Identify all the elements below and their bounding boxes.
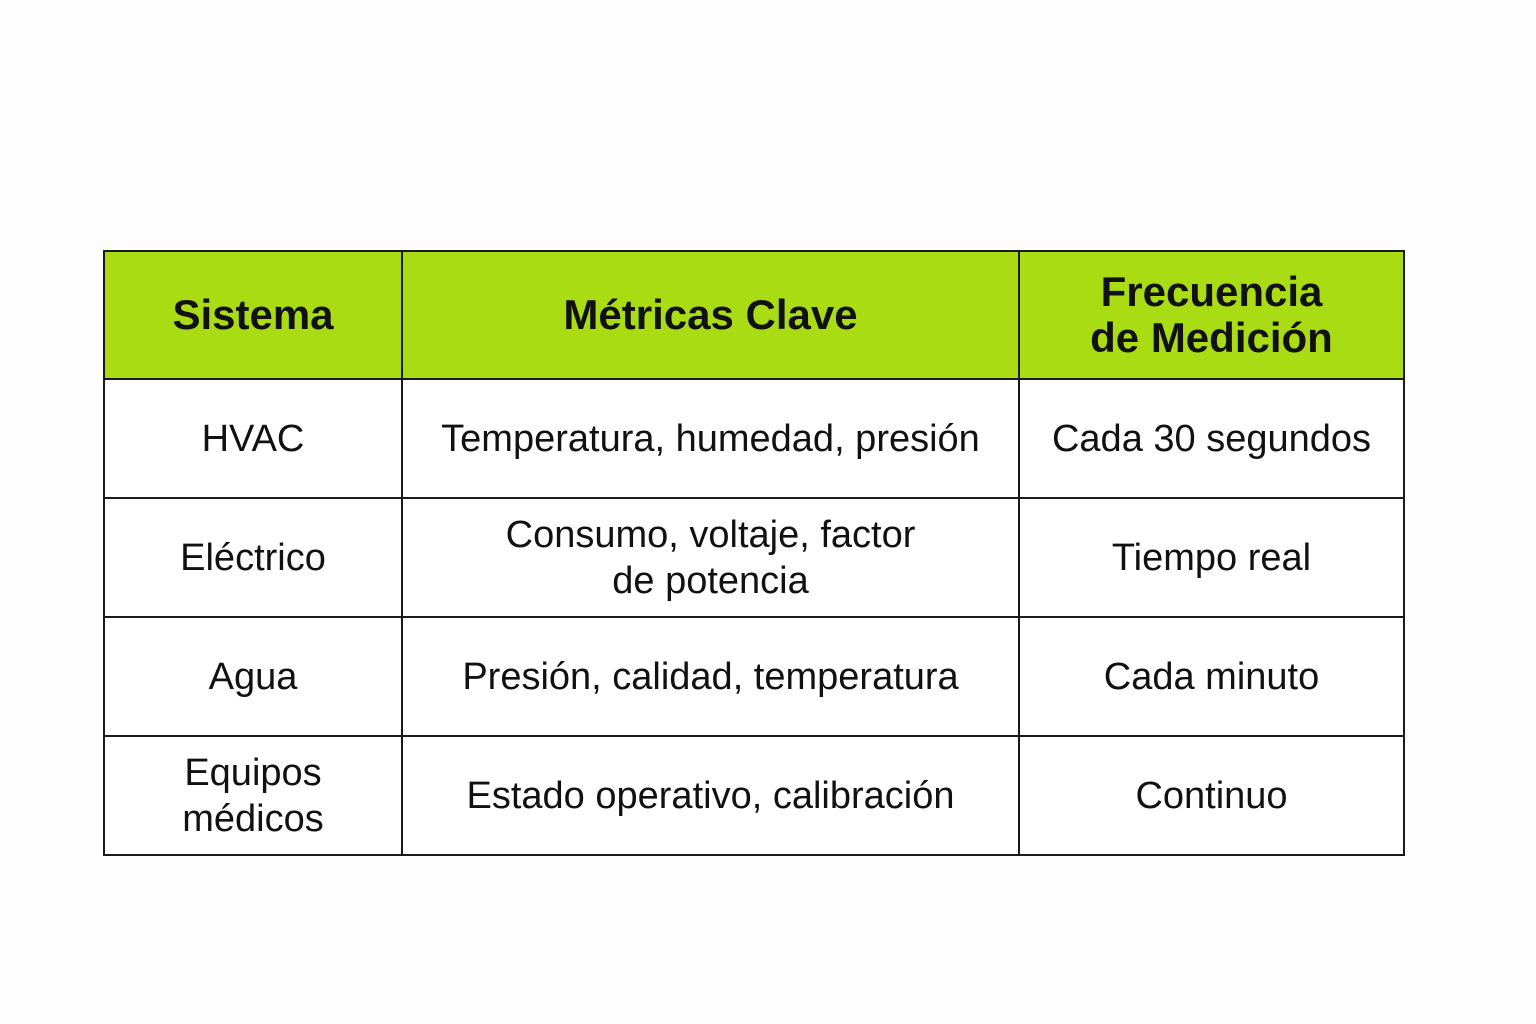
table-row (104, 498, 1404, 617)
cell-metricas: Estado operativo, calibración (402, 736, 1019, 855)
systems-metrics-table (103, 250, 1405, 856)
cell-sistema: Equipos médicos (104, 736, 402, 855)
table-row (104, 617, 1404, 736)
cell-metricas: Consumo, voltaje, factor de potencia (402, 498, 1019, 617)
cell-metricas: Temperatura, humedad, presión (402, 379, 1019, 498)
table-row (104, 379, 1404, 498)
header-metricas-clave: Métricas Clave (402, 251, 1019, 379)
cell-sistema: HVAC (104, 379, 402, 498)
header-sistema: Sistema (104, 251, 402, 379)
cell-metricas: Presión, calidad, temperatura (402, 617, 1019, 736)
cell-sistema: Agua (104, 617, 402, 736)
table-row (104, 736, 1404, 855)
table-header-row (104, 251, 1404, 379)
cell-frecuencia: Tiempo real (1019, 498, 1404, 617)
cell-sistema: Eléctrico (104, 498, 402, 617)
header-frecuencia-de-medicion: Frecuencia de Medición (1019, 251, 1404, 379)
data-table-container (103, 250, 1405, 856)
cell-frecuencia: Cada 30 segundos (1019, 379, 1404, 498)
cell-frecuencia: Cada minuto (1019, 617, 1404, 736)
cell-frecuencia: Continuo (1019, 736, 1404, 855)
